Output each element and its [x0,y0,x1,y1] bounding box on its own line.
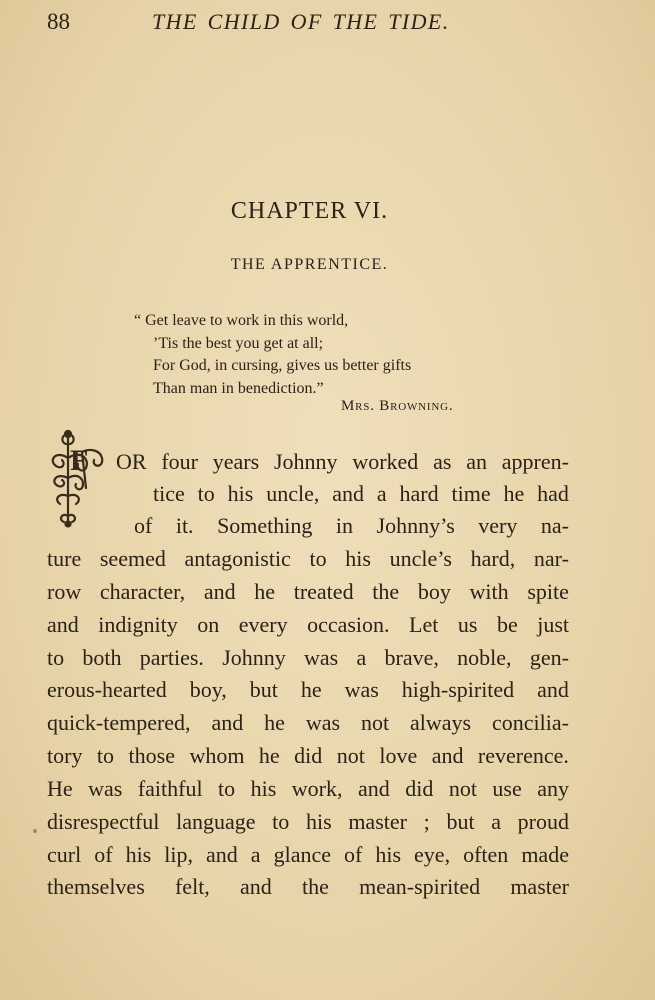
body-text-line: OR four years Johnny worked as an appren- [116,449,569,474]
body-text-line: tice to his uncle, and a hard time he had [153,481,569,506]
running-header: THE CHILD OF THE TIDE. [152,9,450,34]
body-text-line: erous-hearted boy, but he was high-spirited and [47,677,569,702]
chapter-title: CHAPTER VI. [230,198,389,224]
epigraph-line: ’Tis the best you get at all; [153,334,324,352]
body-text-line: ture seemed antagonistic to his uncle’s hard, nar- [47,546,569,571]
body-text-line: row character, and he treated the boy with spite [47,579,569,604]
ornamental-drop-cap-icon [46,428,106,528]
body-text-line: disrespectful language to his master ; but a proud [47,809,569,834]
body-text-line: quick-tempered, and he was not always concilia- [47,710,569,735]
drop-cap-letter: F [70,444,89,477]
epigraph-author: Mrs. Browning. [341,398,454,414]
body-text-line: tory to those whom he did not love and reverence. [47,743,569,768]
epigraph-attribution [341,398,453,415]
epigraph-line: For God, in cursing, gives us better gifts [153,357,412,374]
body-text-line: of it. Something in Johnny’s very na- [134,513,569,538]
body-text-line: themselves felt, and the mean-spirited master [47,874,569,899]
epigraph-line: “ Get leave to work in this world, [134,312,349,329]
chapter-subtitle: THE APPRENTICE. [230,256,389,273]
body-text-line: He was faithful to his work, and did not use any [47,776,569,801]
body-text-line: and indignity on every occasion. Let us be just [47,612,569,637]
body-text-line: to both parties. Johnny was a brave, noble, gen- [47,645,569,670]
body-text-line: curl of his lip, and a glance of his eye, often made [47,842,569,867]
epigraph [134,310,494,400]
page-number: 88 [47,9,70,34]
epigraph-line: Than man in benediction.” [153,379,324,397]
paper-blemish [33,829,37,833]
